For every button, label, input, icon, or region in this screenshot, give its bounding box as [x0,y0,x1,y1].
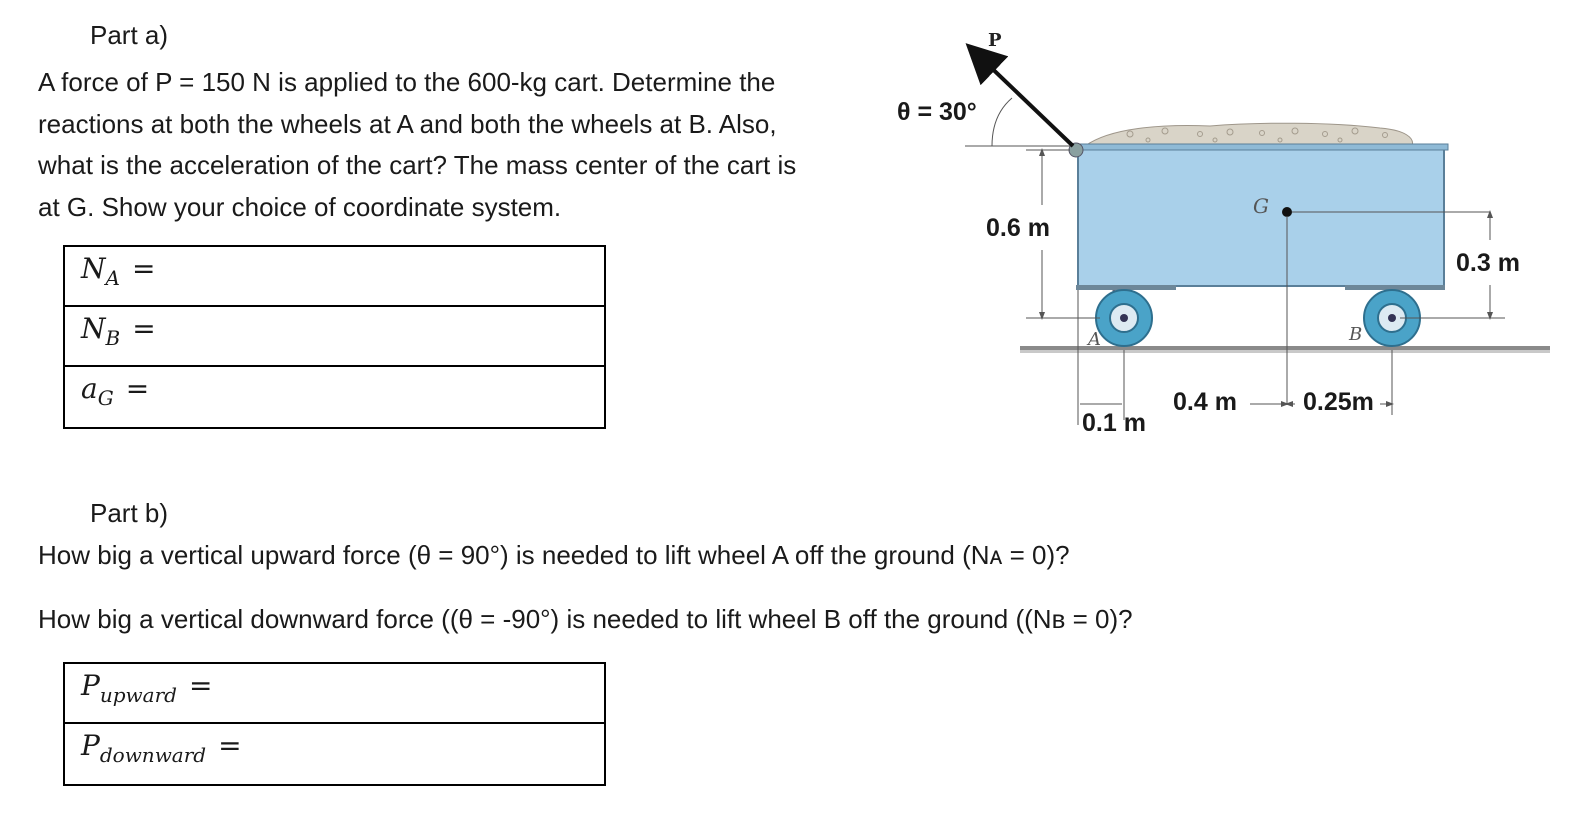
answer-label-nb: $N_B$ = [81,312,156,350]
answer-label-na: $N_A$ = [81,252,156,290]
wheel-a [1096,290,1152,346]
point-a-label: A [1088,329,1101,350]
force-p-label: P [988,30,1002,51]
problem-line: reactions at both the wheels at A and both the wheels at B. Also, [38,108,777,139]
point-g-label: G [1253,194,1269,218]
gravel-load [1085,123,1413,146]
point-b-label: B [1349,324,1363,345]
part-a-heading: Part a) [90,20,169,50]
mass-center-dot [1282,207,1292,217]
angle-label: θ = 30° [897,98,977,126]
part-b-question-2: How big a vertical downward force ((θ = -90°) is needed to lift wheel B off the ground ((Nʙ = 0)? [38,604,1133,634]
ground-shade [1020,350,1550,353]
part-b-question-1: How big a vertical upward force (θ = 90°) is needed to lift wheel A off the ground (Nᴀ = 0)? [38,540,1070,570]
dim-0-1-label: 0.1 m [1082,409,1146,437]
problem-line: A force of P = 150 N is applied to the 600-kg cart. Determine the [38,67,776,97]
answer-label-p-downward: $P_{downward}$ = [81,729,242,767]
dim-0-25-label: 0.25m [1303,388,1374,416]
part-b-heading: Part b) [90,498,169,528]
answer-label-ag: $a_G$ = [81,372,150,410]
dim-0-6-label: 0.6 m [986,214,1050,242]
dim-0-3-label: 0.3 m [1456,249,1520,277]
force-p-arrow [980,57,1073,146]
answer-label-p-upward: $P_{upward}$ = [81,669,213,707]
angle-arc [992,98,1012,146]
problem-line: at G. Show your choice of coordinate system. [38,191,562,222]
dim-0-4-label: 0.4 m [1173,388,1237,416]
problem-line: what is the acceleration of the cart? The mass center of the cart is [38,150,797,180]
cart-rim [1074,144,1448,150]
